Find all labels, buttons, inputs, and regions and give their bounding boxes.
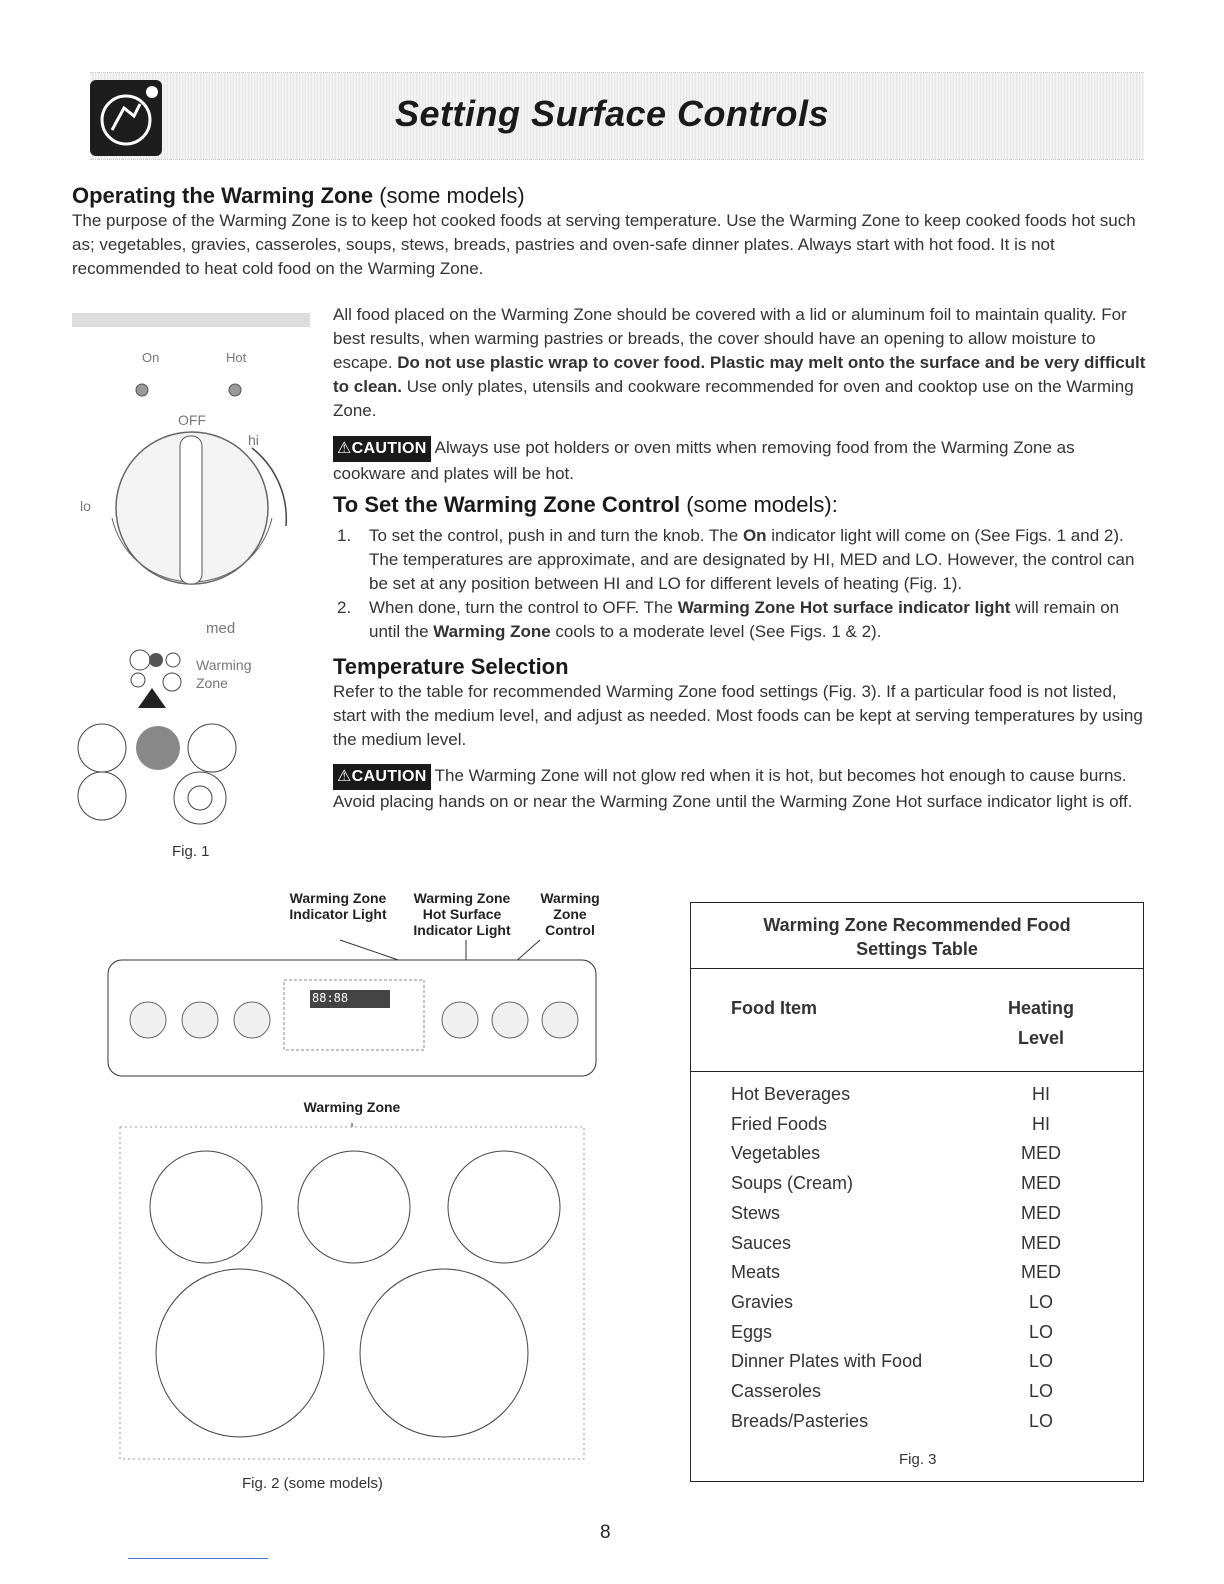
food-item: Hot Beverages <box>731 1084 851 1104</box>
caution-badge: ⚠CAUTION <box>333 436 431 462</box>
clock-display: 88:88 <box>312 991 349 1005</box>
table-row <box>731 1381 1111 1411</box>
step-bold: Warming Zone Hot surface indicator light <box>677 598 1011 617</box>
hot-surface-label: Warming Zone Hot Surface Indicator Light <box>413 890 511 938</box>
food-item: Soups (Cream) <box>731 1173 854 1194</box>
table-row <box>731 1233 1111 1263</box>
food-item: Gravies <box>731 1291 794 1312</box>
section-heading-set-control <box>333 492 1148 518</box>
cooktop-diagram <box>100 885 610 1505</box>
food-item: Vegetables <box>731 1143 821 1164</box>
table-row <box>731 1084 1111 1114</box>
cover-paragraph <box>333 303 1148 423</box>
section-operating <box>72 183 1152 281</box>
table-row <box>731 1262 1111 1292</box>
knob-diagram <box>72 308 332 828</box>
off-label: OFF <box>178 412 206 428</box>
indicator-light-label: Warming Zone Indicator Light <box>289 890 387 922</box>
figure-1 <box>72 308 332 868</box>
caution-1 <box>333 436 1148 486</box>
food-item: Meats <box>731 1262 781 1283</box>
zone-label: Zone <box>196 675 228 691</box>
step-text: will remain on until the <box>369 598 1120 641</box>
table-row <box>731 1351 1111 1381</box>
section-heading <box>72 183 1152 209</box>
caution-2-text: The Warming Zone will not glow red when it is hot, but becomes hot enough to cause burns. Avoid placing hands on or near the Warming Zone until the Warming Zone Hot surface indicator light is off. <box>333 766 1133 811</box>
heating-level: MED <box>1021 1143 1061 1164</box>
table-row <box>731 1411 1111 1441</box>
caution-badge-text: CAUTION <box>351 440 427 457</box>
heating-level: MED <box>1021 1262 1061 1283</box>
heating-level: LO <box>1028 1291 1053 1312</box>
step-text: To set the control, push in and turn the knob. The <box>369 526 743 545</box>
table-title <box>691 903 1143 969</box>
warming-zone-label: Warming Zone <box>303 1099 401 1115</box>
heating-level: HI <box>1032 1113 1050 1134</box>
food-settings-table <box>690 902 1144 1482</box>
step-text: cools to a moderate level (See Figs. 1 & 2). <box>550 622 882 641</box>
steps-list <box>333 524 1148 644</box>
page-number: 8 <box>600 1522 611 1543</box>
figure-2 <box>100 885 610 1505</box>
food-item: Dinner Plates with Food <box>731 1351 923 1372</box>
caution-1-text: Always use pot holders or oven mitts when removing food from the Warming Zone as cookware and plates will be hot. <box>333 438 1075 483</box>
fig2-caption: Fig. 2 (some models) <box>242 1475 383 1492</box>
bottom-rule <box>128 1558 268 1559</box>
heating-level: HI <box>1032 1084 1050 1104</box>
hand-on-knob-icon <box>90 80 162 156</box>
col-heating-level: Heating Level <box>1007 998 1074 1048</box>
cover-text-2: Use only plates, utensils and cookware recommended for oven and cooktop use on the Warming Zone. <box>333 377 1134 420</box>
step-bold: On <box>742 526 767 545</box>
food-item: Fried Foods <box>731 1113 828 1134</box>
caution-badge-text: CAUTION <box>351 768 427 785</box>
heading-light: (some models) <box>379 183 525 208</box>
heating-level: LO <box>1028 1381 1053 1401</box>
heating-level: MED <box>1021 1173 1061 1194</box>
med-label: med <box>206 620 236 637</box>
temperature-paragraph: Refer to the table for recommended Warming Zone food settings (Fig. 3). If a particular food is not listed, start with the medium level, and adjust as needed. Most foods can be kept at serving temperatures by using the medium level. <box>333 682 1143 749</box>
step-num: 2. <box>337 598 352 617</box>
food-item: Breads/Pasteries <box>731 1410 869 1431</box>
food-item: Stews <box>731 1202 781 1223</box>
heating-level: LO <box>1028 1410 1053 1431</box>
table-row <box>731 1292 1111 1322</box>
table-row <box>731 1322 1111 1352</box>
heading-light: (some models): <box>686 492 838 517</box>
step-text: When done, turn the control to OFF. The <box>369 598 678 617</box>
fig1-caption: Fig. 1 <box>172 843 210 860</box>
heading-bold: Operating the Warming Zone <box>72 183 374 208</box>
heating-level: LO <box>1028 1351 1053 1372</box>
step-1 <box>333 524 1148 596</box>
caution-badge: ⚠CAUTION <box>333 764 431 790</box>
cover-text-1: All food placed on the Warming Zone should be covered with a lid or aluminum foil to maintain quality. For best results, when warming pastries or breads, the cover should have an opening to allow moisture to escape. <box>333 305 1127 372</box>
step-2 <box>333 596 1148 644</box>
intro-paragraph: The purpose of the Warming Zone is to keep hot cooked foods at serving temperature. Use the Warming Zone to keep cooked foods hot such as; vegetables, gravies, casseroles, soups, stews, breads, pastries and oven-safe dinner plates. Always start with hot food. It is not recommended to heat cold food on the Warming Zone. <box>72 211 1136 278</box>
step-bold: Warming Zone <box>433 622 551 641</box>
food-item: Casseroles <box>731 1381 822 1401</box>
food-item: Sauces <box>731 1232 792 1253</box>
table-row <box>731 1203 1111 1233</box>
page-title: Setting Surface Controls <box>395 93 830 134</box>
table-row <box>731 1114 1111 1144</box>
control-label: Warming Zone Control <box>540 890 600 938</box>
cover-warning: Do not use plastic wrap to cover food. Plastic may melt onto the surface and be very difficult to clean. <box>333 353 1146 396</box>
col-food-item: Food Item <box>731 998 817 1018</box>
table-title-text: Warming Zone Recommended Food Settings Table <box>763 915 1071 959</box>
caution-2 <box>333 764 1148 814</box>
table-row <box>731 1173 1111 1203</box>
step-num: 1. <box>337 526 352 545</box>
heating-level: LO <box>1028 1321 1053 1342</box>
warming-label: Warming <box>196 657 252 673</box>
section-heading-temperature: Temperature Selection <box>333 654 569 679</box>
food-item: Eggs <box>731 1321 773 1342</box>
table-row <box>731 1143 1111 1173</box>
heating-level: MED <box>1021 1202 1061 1223</box>
hot-label: Hot <box>226 350 247 365</box>
fig3-caption: Fig. 3 <box>899 1451 937 1468</box>
lo-label: lo <box>80 498 91 514</box>
on-label: On <box>142 350 160 365</box>
hi-label: hi <box>248 432 259 448</box>
right-column <box>333 303 1148 814</box>
heating-level: MED <box>1021 1232 1061 1253</box>
table-header <box>691 969 1143 1072</box>
step-text: indicator light will come on (See Figs. 1 and 2). The temperatures are approximate, and are designated by HI, MED and LO. However, the control can be set at any position between HI and LO for different levels of heating (Fig. 1). <box>369 526 1135 593</box>
heading-bold: To Set the Warming Zone Control <box>333 492 681 517</box>
